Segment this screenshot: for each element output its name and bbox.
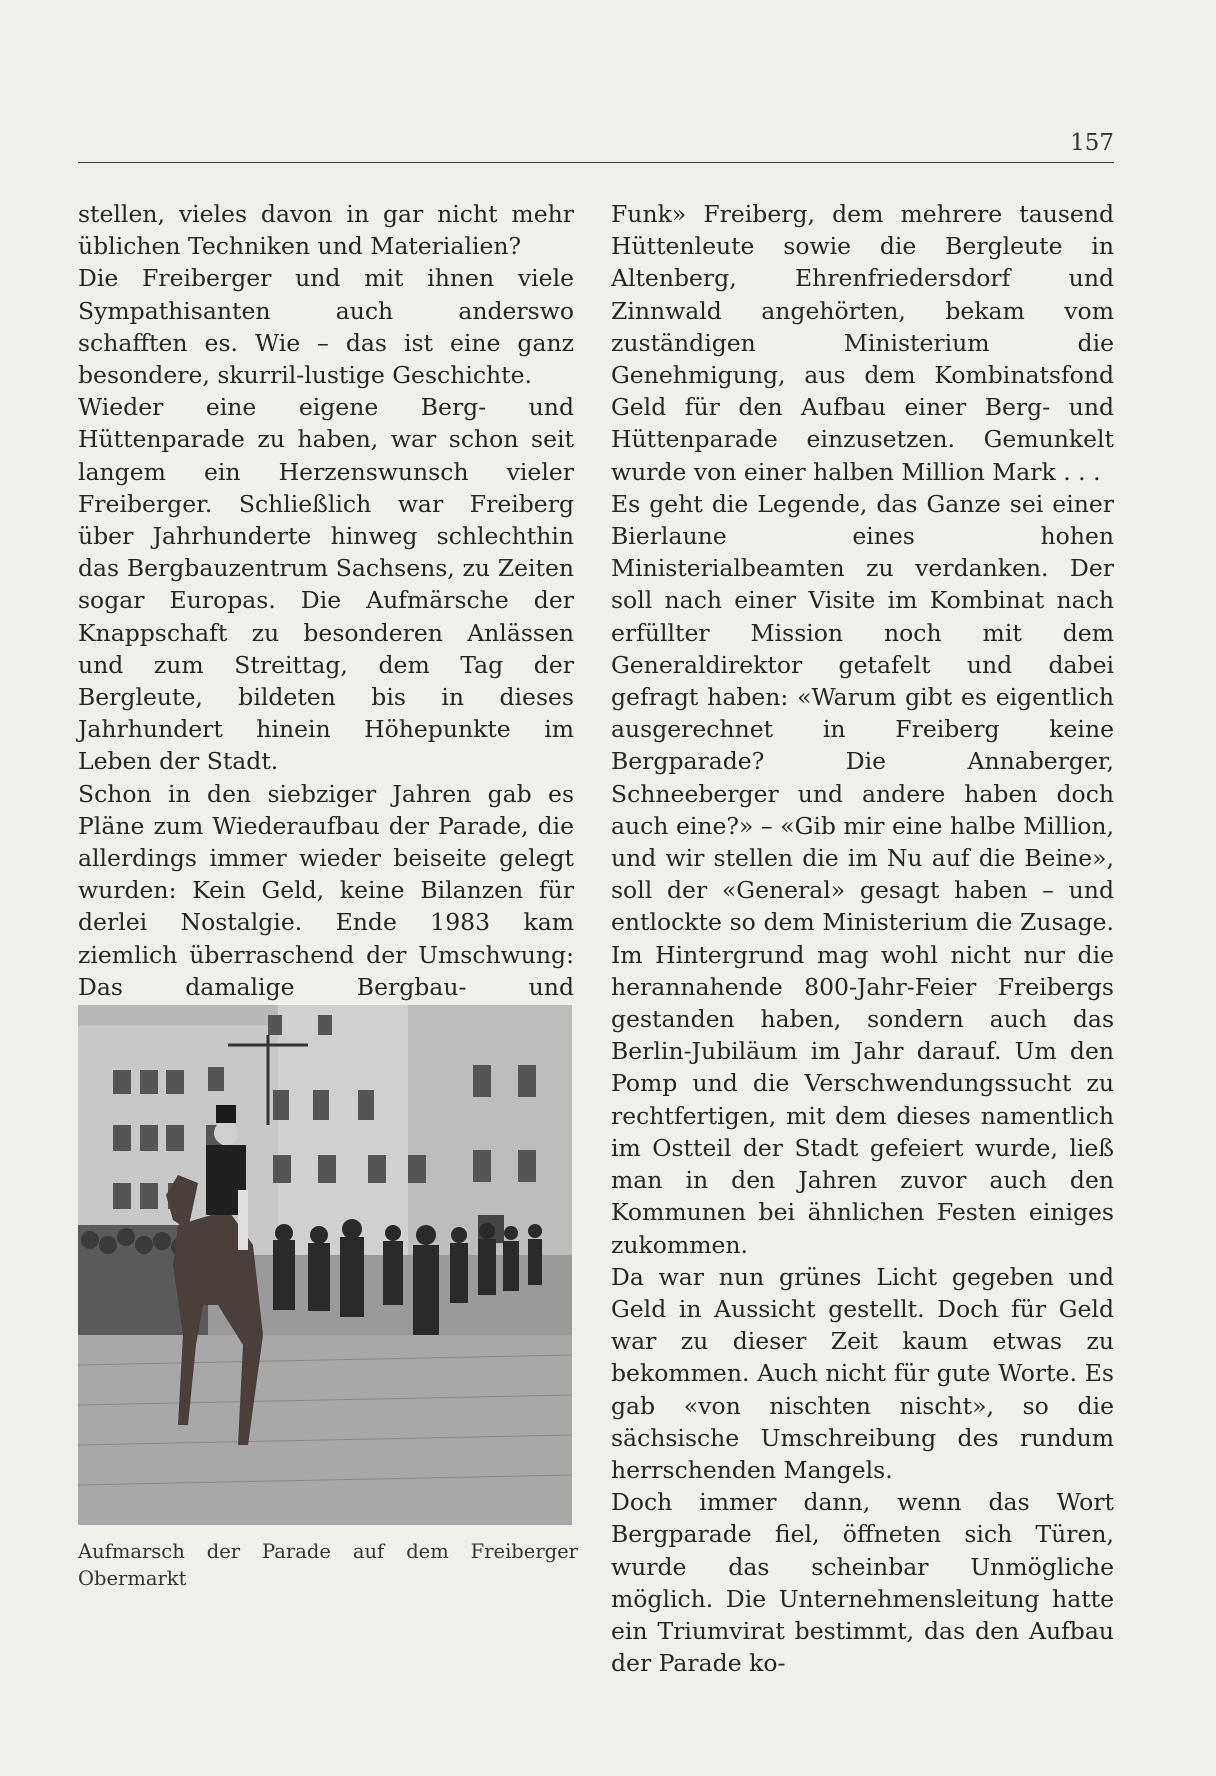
- paragraph: stellen, vieles davon in gar nicht mehr üblichen Techniken und Materialien?: [78, 200, 574, 261]
- paragraph: Wieder eine eigene Berg- und Hüttenparade zu haben, war schon seit langem ein Herzenswunsch vieler Freiberger. Schließlich war Freiberg über Jahrhunderte hinweg schlechthin das Bergbauzentrum Sachsens, zu Zeiten sogar Europas. Die Aufmärsche der Knappschaft zu besonderen Anlässen und zum Streittag, dem Tag der Bergleute, bildeten bis in dieses Jahrhundert hinein Höhepunkte im Leben der Stadt.: [78, 393, 574, 776]
- figure-caption: Aufmarsch der Parade auf dem Freiberger Obermarkt: [78, 1540, 578, 1590]
- parade-photo: [78, 1005, 572, 1525]
- header-rule: [78, 162, 1114, 163]
- paragraph: Die Freiberger und mit ihnen viele Sympathisanten auch anderswo schafften es. Wie – das ist eine ganz besondere, skurril-lustige Geschichte.: [78, 264, 574, 390]
- paragraph: Schon in den siebziger Jahren gab es Pläne zum Wiederaufbau der Parade, die allerdings immer wieder beiseite gelegt wurden: Kein Geld, keine Bilanzen für derlei Nostalgie. Ende 1983 kam ziemlich überraschend der Umschwung: Das damalige Bergbau- und: [78, 779, 574, 1001]
- paragraph: Doch immer dann, wenn das Wort Bergparade fiel, öffneten sich Türen, wurde das scheinbar Unmögliche möglich. Die Unternehmensleitung hatte ein Triumvirat bestimmt, das den Aufbau der Parade ko-: [611, 1488, 1114, 1678]
- left-column: [78, 198, 574, 1035]
- right-column: [611, 198, 1114, 1679]
- paragraph: Es geht die Legende, das Ganze sei einer Bierlaune eines hohen Ministerialbeamten zu verdanken. Der soll nach einer Visite im Kombinat nach erfüllter Mission noch mit dem Generaldirektor getafelt und dabei gefragt haben: «Warum gibt es eigentlich ausgerechnet in Freiberg keine Bergparade? Die Annaberger, Schneeberger und andere haben doch auch eine?» – «Gib mir eine halbe Million, und wir stellen die im Nu auf die Beine», soll der «General» gesagt haben – und entlockte so dem Ministerium die Zusage. Im Hintergrund mag wohl nicht nur die herannahende 800-Jahr-Feier Freibergs gestanden haben, sondern auch das Berlin-Jubiläum im Jahr darauf. Um den Pomp und die Verschwendungssucht zu rechtfertigen, mit dem dieses namentlich im Ostteil der Stadt gefeiert wurde, ließ man in den Jahren zuvor auch den Kommunen bei ähnlichen Festen einiges zukommen.: [611, 489, 1114, 1259]
- paragraph: Da war nun grünes Licht gegeben und Geld in Aussicht gestellt. Doch für Geld war zu dieser Zeit kaum etwas zu bekommen. Auch nicht für gute Worte. Es gab «von nischten nischt», so die sächsische Umschreibung des rundum herrschenden Mangels.: [611, 1262, 1114, 1484]
- page-number: 157: [1070, 130, 1114, 156]
- paragraph: Funk» Freiberg, dem mehrere tausend Hüttenleute sowie die Bergleute in Altenberg, Ehrenfriedersdorf und Zinnwald angehörten, bekam vom zuständigen Ministerium die Genehmigung, aus dem Kombinatsfond Geld für den Aufbau einer Berg- und Hüttenparade einzusetzen. Gemunkelt wurde von einer halben Million Mark . . .: [611, 200, 1114, 486]
